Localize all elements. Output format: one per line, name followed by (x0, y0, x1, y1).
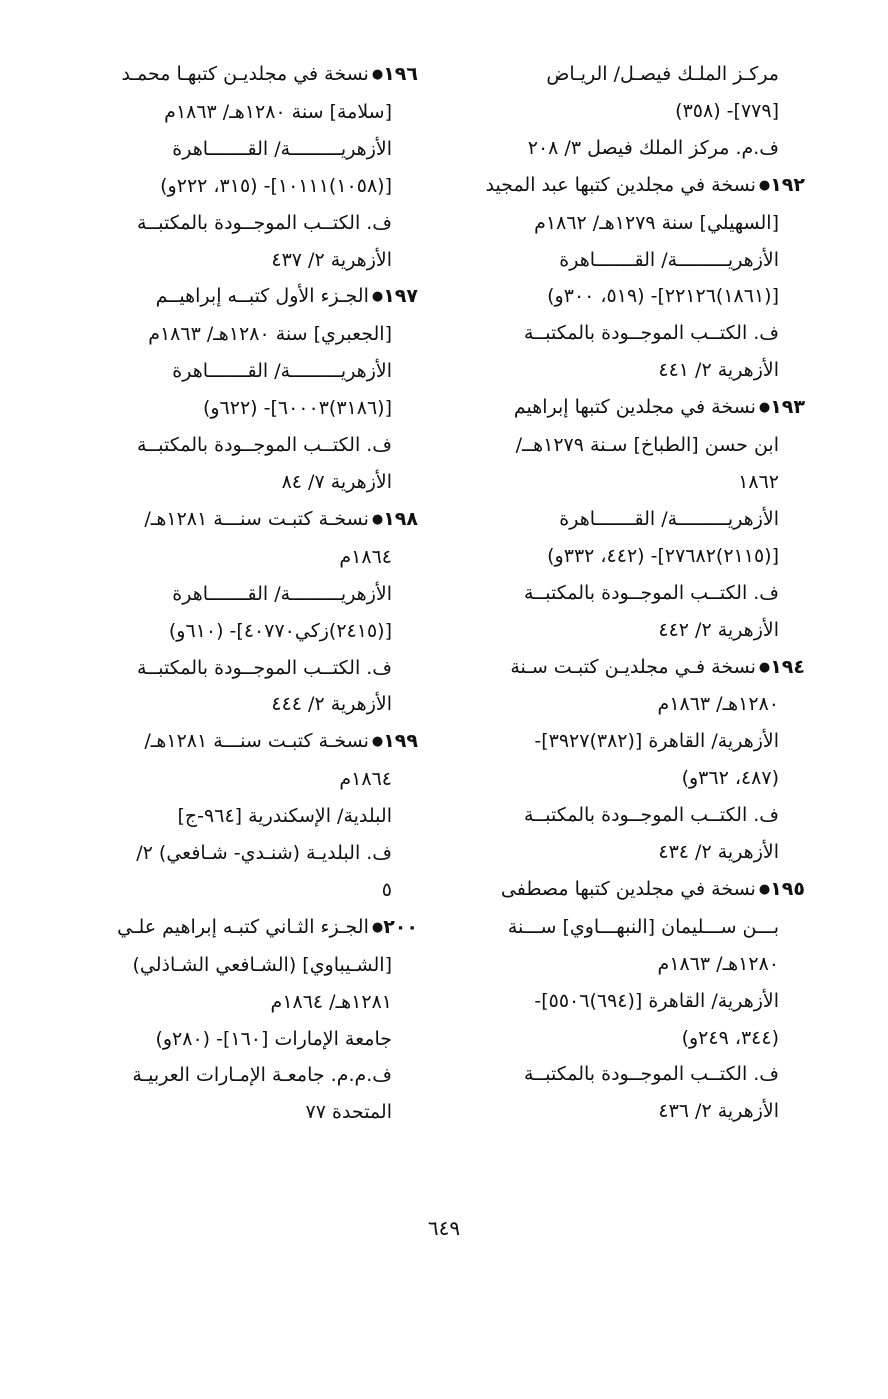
entry-text: نسخـة كتبـت سنـــة ١٢٨١هـ/ (144, 730, 369, 753)
entry-text: ف. الكتــب الموجــودة بالمكتبــة (523, 581, 779, 604)
entry-text: الأزهريـــــــــة/ القـــــــاهرة (559, 248, 779, 271)
entry-text-line (82, 168, 418, 205)
entry-text: (٤٨٧، ٣٦٢و) (681, 767, 779, 790)
entry-number: ١٩٢ (770, 173, 805, 196)
entry-text-line (469, 501, 805, 538)
entry-text-line (469, 1093, 805, 1130)
entry-text-line (82, 464, 418, 501)
bullet-icon: ● (371, 919, 384, 935)
entry-text: نسخة في مجلديـن كتبهـا محمـد (121, 63, 369, 85)
entry-heading-line (469, 649, 805, 687)
entry-text: ١٨٦٤م (339, 545, 392, 568)
entry-text-line (469, 575, 805, 612)
entry-text: الأزهرية/ القاهرة [(٣٨٢)٣٩٢٧]- (534, 730, 779, 753)
entry-text: نسخـة كتبـت سنـــة ١٢٨١هـ/ (144, 507, 369, 530)
entry-text-line (469, 1056, 805, 1093)
entry-text-line (469, 686, 805, 723)
entry-text: ابن حسن [الطباخ] سـنة ١٢٧٩هــ/ (515, 434, 779, 457)
bullet-icon: ● (758, 400, 771, 416)
entry-text: الأزهرية ٢/ ٤٤٢ (658, 618, 779, 641)
bullet-icon: ● (758, 659, 771, 675)
right-column (469, 56, 805, 1130)
entry-text-line (469, 427, 805, 464)
entry-text-line (82, 835, 418, 872)
entry-text-line (469, 242, 805, 279)
entry-text-line (469, 834, 805, 871)
entry-text: الجـزء الأول كتبــه إبراهيــم (155, 285, 369, 308)
entry-text: الأزهرية ٢/ ٤٤٤ (271, 693, 392, 716)
entry-text: ف.م. مركز الملك فيصل ٣/ ٢٠٨ (527, 136, 779, 159)
entry-text: ف.م.م. جامعـة الإمـارات العربيـة (132, 1064, 392, 1087)
entry-text: مركـز الملـك فيصـل/ الريـاض (546, 63, 779, 85)
entry-text-line (82, 390, 418, 427)
entry-number: ١٩٨ (383, 507, 418, 530)
bullet-icon: ● (371, 734, 384, 750)
entry-text: [٧٧٩]- (٣٥٨) (675, 99, 779, 122)
entry-text-line (469, 56, 805, 93)
entry-text: [(١٨٦١)٢٢١٢٦]- (٥١٩، ٣٠٠و) (547, 285, 779, 308)
entry-text-line (469, 612, 805, 649)
entry-heading-line (469, 389, 805, 427)
entry-text: ف. الكتــب الموجــودة بالمكتبــة (136, 434, 392, 457)
entry-text-line (82, 131, 418, 168)
entry-text: ١٢٨٠هـ/ ١٨٦٣م (657, 693, 779, 716)
entry-text-line (82, 427, 418, 464)
entry-text: ٥ (381, 878, 392, 901)
entry-number: ١٩٦ (383, 63, 418, 85)
entry-text: [(٣١٨٦)٦٠٠٠٣]- (٦٢٢و) (202, 397, 392, 420)
entry-text-line (469, 464, 805, 501)
bullet-icon: ● (371, 67, 384, 82)
entry-text: الأزهرية ٧/ ٨٤ (281, 470, 392, 493)
entry-text: ف. البلديـة (شنـدي- شـافعي) ٢/ (136, 842, 392, 865)
entry-text: [(١٠٥٨)١٠١١١]- (٣١٥، ٢٢٢و) (160, 174, 392, 197)
entry-text-line (82, 316, 418, 353)
entry-text-line (469, 909, 805, 946)
entry-text: [الشـيباوي] (الشـافعي الشـاذلي) (132, 953, 392, 976)
entry-text: الأزهرية ٢/ ٤٣٧ (271, 248, 392, 271)
entry-text-line (82, 353, 418, 390)
entry-text-line (82, 872, 418, 909)
entry-text: المتحدة ٧٧ (305, 1101, 392, 1124)
entry-text: نسخة في مجلدين كتبها إبراهيم (513, 396, 756, 419)
page-number: ٦٤٩ (427, 1216, 461, 1240)
entry-text: الأزهريـــــــــة/ القـــــــاهرة (172, 360, 392, 383)
entry-text: [(٢١١٥)٢٧٦٨٢]- (٤٤٢، ٣٣٢و) (547, 544, 779, 567)
entry-text: [السهيلي] سنة ١٢٧٩هـ/ ١٨٦٢م (534, 211, 779, 234)
entry-text: ف. الكتــب الموجــودة بالمكتبــة (523, 322, 779, 345)
entry-text-line (82, 686, 418, 723)
entry-text-line (469, 315, 805, 352)
entry-text: ١٢٨١هـ/ ١٨٦٤م (270, 990, 392, 1013)
bullet-icon: ● (371, 511, 384, 527)
entry-heading-line (82, 909, 418, 947)
entry-text: ١٨٦٤م (339, 768, 392, 791)
entry-text-line (82, 650, 418, 687)
entry-text-line (469, 760, 805, 797)
entry-text: الأزهريـــــــــة/ القـــــــاهرة (172, 137, 392, 160)
entry-text: ف. الكتــب الموجــودة بالمكتبــة (523, 804, 779, 827)
entry-text: نسخة فـي مجلديـن كتبـت سـنة (510, 655, 756, 678)
entry-text: [(٢٤١٥)زكي٤٠٧٧٠]- (٦١٠و) (168, 619, 392, 642)
entry-text: البلدية/ الإسكندرية [٩٦٤-ج] (177, 805, 392, 828)
entry-text-line (469, 278, 805, 315)
entry-text: ١٨٦٢ (738, 470, 779, 493)
entry-text-line (82, 539, 418, 576)
entry-text: بـــن ســـليمان [النبهـــاوي] ســـنة (507, 915, 779, 938)
entry-text: الأزهرية/ القاهرة [(٦٩٤)٥٥٠٦]- (534, 989, 779, 1012)
entry-number: ١٩٧ (383, 285, 418, 308)
bullet-icon: ● (758, 881, 771, 897)
entry-text-line (82, 947, 418, 984)
entry-text-line (82, 205, 418, 242)
entry-heading-line (82, 501, 418, 539)
entry-text-line (469, 797, 805, 834)
entry-text: نسخة في مجلدين كتبها مصطفى (500, 877, 756, 900)
entry-text-line (469, 352, 805, 389)
entry-text-line (82, 798, 418, 835)
entry-text-line (82, 94, 418, 131)
entry-text-line (82, 1057, 418, 1094)
entry-text-line (469, 946, 805, 983)
entry-text: الأزهرية ٢/ ٤٣٦ (658, 1100, 779, 1123)
entry-text: ف. الكتــب الموجــودة بالمكتبــة (136, 211, 392, 234)
entry-text: الجـزء الثـاني كتبـه إبراهيم علـي (117, 915, 369, 938)
entry-heading-line (469, 871, 805, 909)
left-column (82, 56, 418, 1131)
entry-heading-line (82, 278, 418, 316)
entry-text-line (82, 1021, 418, 1058)
entry-text-line (82, 761, 418, 798)
entry-number: ١٩٤ (770, 655, 805, 678)
entry-text: الأزهرية ٢/ ٤٤١ (658, 359, 779, 382)
entry-text-line (82, 1094, 418, 1131)
entry-text-line (469, 205, 805, 242)
entry-text-line (82, 576, 418, 613)
entry-text-line (469, 1020, 805, 1057)
entry-text: نسخة في مجلدين كتبها عبد المجيد (485, 173, 756, 196)
entry-text: ف. الكتــب الموجــودة بالمكتبــة (136, 656, 392, 679)
entry-heading-line (82, 723, 418, 761)
bullet-icon: ● (758, 177, 771, 193)
entry-text: الأزهريـــــــــة/ القـــــــاهرة (559, 507, 779, 530)
entry-number: ٢٠٠ (383, 915, 418, 938)
entry-text-line (469, 723, 805, 760)
bullet-icon: ● (371, 289, 384, 305)
entry-text: [الجعبري] سنة ١٢٨٠هـ/ ١٨٦٣م (148, 323, 392, 346)
entry-text-line (469, 538, 805, 575)
entry-text: ف. الكتــب الموجــودة بالمكتبــة (523, 1063, 779, 1086)
entry-text-line (469, 983, 805, 1020)
entry-number: ١٩٣ (770, 396, 805, 419)
entry-text: الأزهرية ٢/ ٤٣٤ (658, 841, 779, 864)
entry-text: ١٢٨٠هـ/ ١٨٦٣م (657, 952, 779, 975)
entry-heading-line (82, 56, 418, 94)
entry-text: (٣٤٤، ٢٤٩و) (681, 1026, 779, 1049)
entry-text: الأزهريـــــــــة/ القـــــــاهرة (172, 582, 392, 605)
entry-text-line (82, 984, 418, 1021)
entry-text-line (82, 613, 418, 650)
entry-text: جامعة الإمارات [١٦٠]- (٢٨٠و) (155, 1027, 392, 1050)
entry-number: ١٩٩ (383, 730, 418, 753)
entry-text-line (82, 242, 418, 279)
entry-text: [سلامة] سنة ١٢٨٠هـ/ ١٨٦٣م (164, 100, 392, 123)
entry-text-line (469, 93, 805, 130)
entry-text-line (469, 130, 805, 167)
entry-heading-line (469, 167, 805, 205)
entry-number: ١٩٥ (770, 877, 805, 900)
